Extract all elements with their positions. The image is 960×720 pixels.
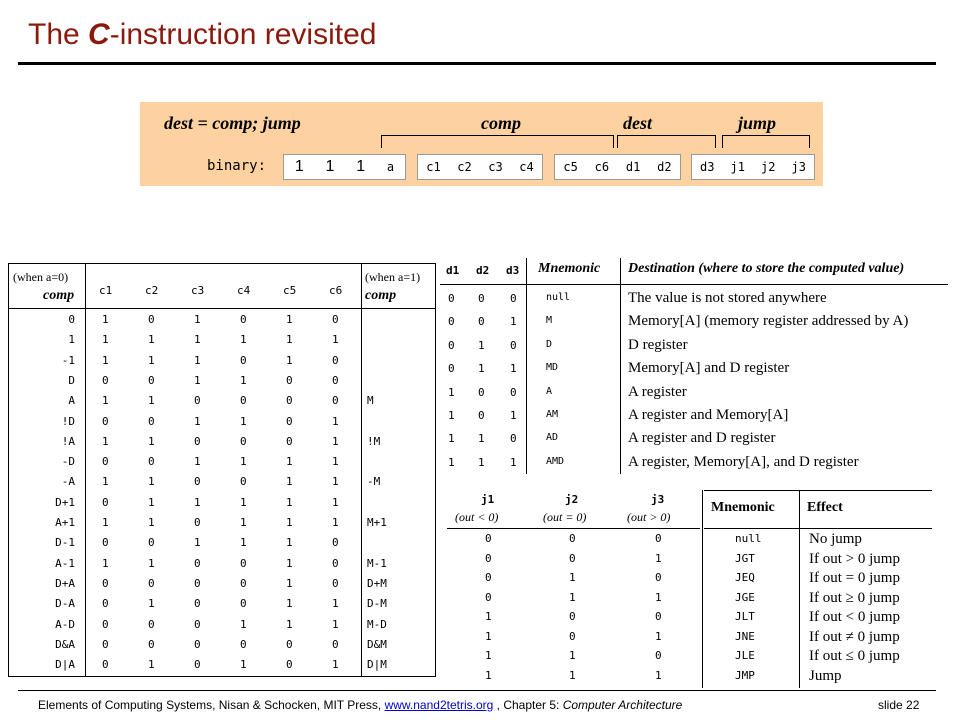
comp-bit-cell: 0 <box>332 394 339 408</box>
comp-bit-cell: 0 <box>102 455 109 469</box>
comp-a1-heading: comp <box>365 288 397 303</box>
comp-bit-cell: 0 <box>286 394 293 408</box>
comp-bit-cell: 0 <box>332 556 339 570</box>
jump-bit-cell: 1 <box>569 649 576 662</box>
comp-bit-cell: 1 <box>286 353 293 367</box>
comp-bit-cell: 0 <box>286 434 293 448</box>
comp-bit-cell: 1 <box>286 536 293 550</box>
comp-bit-cell: 0 <box>148 313 155 326</box>
jump-effect: If out < 0 jump <box>809 609 900 625</box>
comp-bit-cell: 0 <box>332 313 339 326</box>
dest-mnemonic: M <box>546 315 553 327</box>
dest-bit-cell: 0 <box>510 432 517 446</box>
dest-bit-cell: 1 <box>510 409 517 422</box>
comp-bit-cell: 1 <box>286 333 293 347</box>
dest-description: Memory[A] and D register <box>628 360 790 377</box>
comp-a0-mnemonic: D+A <box>55 576 75 590</box>
comp-field-label: comp <box>481 113 521 133</box>
comp-bit-cell: 1 <box>194 353 201 367</box>
comp-bit-cell: 0 <box>332 637 339 651</box>
comp-bit-cell: 1 <box>332 597 339 611</box>
dest-description: A register, Memory[A], and D register <box>628 453 859 470</box>
dest-mnemonic: AD <box>546 432 559 444</box>
comp-a1-mnemonic: M <box>367 394 374 408</box>
bits-group-2: c1 c2 c3 c4 <box>417 154 543 180</box>
comp-a1-mnemonic: -M <box>367 475 381 489</box>
dest-bit-cell: 0 <box>448 292 455 305</box>
jump-head-j2: j2 <box>565 493 579 506</box>
comp-bit-cell: 1 <box>332 495 339 509</box>
dest-mnemonic: AMD <box>546 455 565 467</box>
comp-a0-mnemonic: A+1 <box>55 516 75 529</box>
dest-bit-cell: 0 <box>478 292 485 305</box>
dest-bit-cell: 1 <box>478 455 485 469</box>
comp-bit-cell: 0 <box>240 353 247 367</box>
dest-bit-cell: 1 <box>478 338 485 352</box>
jump-effect: If out ≥ 0 jump <box>809 589 900 606</box>
dest-bit-cell: 1 <box>448 385 455 399</box>
comp-bit-cell: 0 <box>194 475 201 489</box>
comp-bracket <box>381 135 614 148</box>
dest-description: Memory[A] (memory register addressed by A) <box>628 313 909 330</box>
comp-bit-cell: 1 <box>102 333 109 347</box>
dest-head-mnemonic: Mnemonic <box>538 261 601 276</box>
comp-bit-cell: 1 <box>286 556 293 570</box>
jump-bit-cell: 0 <box>485 590 492 604</box>
comp-bit-cell: 1 <box>102 556 109 570</box>
comp-bit-cell: 1 <box>102 434 109 448</box>
comp-bit-cell: 1 <box>194 455 201 469</box>
comp-bit-cell: 0 <box>286 658 293 672</box>
comp-bit-cell: 1 <box>102 475 109 489</box>
comp-a1-mnemonic: M+1 <box>367 516 387 529</box>
dest-description: The value is not stored anywhere <box>628 290 827 306</box>
dest-mnemonic: A <box>546 385 553 397</box>
comp-bit-cell: 1 <box>148 475 155 489</box>
comp-bit-cell: 1 <box>240 536 247 550</box>
comp-bit-cell: 0 <box>332 353 339 367</box>
jump-bit-cell: 0 <box>655 610 662 623</box>
comp-bit-cell: 0 <box>194 434 201 448</box>
dest-bit-cell: 1 <box>510 455 517 469</box>
dest-bit-cell: 0 <box>478 315 485 329</box>
jump-bracket <box>722 135 810 148</box>
dest-mnemonic: D <box>546 338 553 350</box>
comp-bit-cell: 0 <box>148 576 155 590</box>
jump-bit-cell: 1 <box>655 629 662 643</box>
comp-bit-cell: 1 <box>148 434 155 448</box>
comp-a0-mnemonic: D-A <box>55 597 75 611</box>
comp-bit-cell: 1 <box>194 414 201 428</box>
comp-bit-cell: 1 <box>286 576 293 590</box>
bits-group-3: c5 c6 d1 d2 <box>554 154 681 180</box>
jump-effect: If out = 0 jump <box>809 570 900 586</box>
comp-bit-cell: 1 <box>332 617 339 631</box>
dest-head-d1: d1 <box>446 264 460 277</box>
jump-bit-cell: 1 <box>485 649 492 662</box>
comp-bit-cell: 1 <box>240 333 247 347</box>
dest-bit-cell: 1 <box>448 409 455 422</box>
comp-col-header: c5 <box>283 284 297 297</box>
comp-bit-cell: 0 <box>332 576 339 590</box>
dest-field-label: dest <box>623 113 652 133</box>
comp-bit-cell: 0 <box>148 637 155 651</box>
dest-bit-cell: 0 <box>448 338 455 352</box>
jump-mnemonic: JEQ <box>735 571 755 584</box>
bits-group-1: 1 1 1 a <box>283 154 406 180</box>
jump-bit-cell: 0 <box>569 610 576 623</box>
comp-a0-mnemonic: A-D <box>55 617 75 631</box>
comp-a0-note: (when a=0) <box>13 270 69 284</box>
comp-bit-cell: 0 <box>240 576 247 590</box>
dest-description: D register <box>628 336 688 353</box>
comp-bit-cell: 0 <box>240 637 247 651</box>
comp-bit-cell: 0 <box>148 536 155 550</box>
comp-a0-mnemonic: -1 <box>61 353 75 367</box>
comp-bit-cell: 0 <box>194 658 201 672</box>
dest-bit-cell: 0 <box>448 362 455 376</box>
comp-bit-cell: 1 <box>102 313 109 326</box>
comp-col-header: c2 <box>145 284 159 297</box>
jump-bit-cell: 0 <box>485 551 492 565</box>
dest-mnemonic: AM <box>546 409 559 420</box>
jump-bit-cell: 0 <box>569 532 576 545</box>
comp-a1-mnemonic: D|M <box>367 658 387 672</box>
comp-bit-cell: 0 <box>240 556 247 570</box>
comp-bit-cell: 0 <box>240 434 247 448</box>
jump-effect: No jump <box>809 531 862 547</box>
jump-bit-cell: 1 <box>485 629 492 643</box>
jump-bit-cell: 0 <box>655 532 662 545</box>
dest-head-d3: d3 <box>506 264 520 277</box>
dest-bit-cell: 1 <box>510 315 517 329</box>
comp-bit-cell: 0 <box>148 414 155 428</box>
jump-mnemonic: JLE <box>735 649 755 662</box>
jump-bit-cell: 1 <box>569 668 576 682</box>
comp-a0-heading: comp <box>43 288 75 303</box>
comp-bit-cell: 0 <box>240 313 247 326</box>
jump-mnemonic: JLT <box>735 610 755 623</box>
footer-rule <box>18 690 936 691</box>
comp-bit-cell: 1 <box>148 556 155 570</box>
comp-bit-cell: 0 <box>102 637 109 651</box>
jump-sub-j3: (out > 0) <box>627 510 671 524</box>
comp-bit-cell: 1 <box>286 617 293 631</box>
footer-citation: Elements of Computing Systems, Nisan & Schocken, MIT Press, www.nand2tetris.org , Chapter 5: Computer Architecture <box>38 698 683 712</box>
jump-head-j3: j3 <box>651 493 665 506</box>
comp-bit-cell: 1 <box>332 455 339 469</box>
jump-bit-cell: 1 <box>485 668 492 682</box>
jump-head-effect: Effect <box>807 500 843 515</box>
comp-a0-mnemonic: A-1 <box>55 556 75 570</box>
comp-bit-cell: 1 <box>332 516 339 529</box>
jump-mnemonic: JGE <box>735 590 755 604</box>
jump-effect: If out > 0 jump <box>809 550 900 567</box>
page-title: The C-instruction revisited <box>28 18 377 51</box>
jump-bit-cell: 1 <box>655 551 662 565</box>
binary-label: binary: <box>207 158 267 174</box>
comp-bit-cell: 0 <box>194 597 201 611</box>
comp-bit-cell: 1 <box>286 495 293 509</box>
comp-bit-cell: 1 <box>332 414 339 428</box>
comp-a0-mnemonic: 1 <box>68 333 75 347</box>
comp-bit-cell: 0 <box>102 536 109 550</box>
comp-a0-mnemonic: D+1 <box>55 495 75 509</box>
comp-bit-cell: 0 <box>102 495 109 509</box>
jump-bit-cell: 0 <box>485 532 492 545</box>
jump-bit-cell: 0 <box>569 629 576 643</box>
dest-bit-cell: 1 <box>478 362 485 376</box>
comp-a0-mnemonic: -D <box>61 455 75 469</box>
comp-bit-cell: 0 <box>102 658 109 672</box>
comp-bit-cell: 1 <box>148 597 155 611</box>
comp-bit-cell: 1 <box>240 455 247 469</box>
comp-col-header: c6 <box>329 284 343 297</box>
comp-bit-cell: 0 <box>102 576 109 590</box>
comp-bit-cell: 1 <box>194 373 201 387</box>
comp-a0-mnemonic: !D <box>61 414 75 428</box>
comp-bit-cell: 1 <box>286 597 293 611</box>
jump-bit-cell: 1 <box>655 590 662 604</box>
comp-bit-cell: 0 <box>102 597 109 611</box>
comp-a0-mnemonic: !A <box>61 434 75 448</box>
slide-number: slide 22 <box>878 698 920 712</box>
comp-bit-cell: 1 <box>240 617 247 631</box>
comp-bit-cell: 0 <box>102 373 109 387</box>
dest-description: A register and D register <box>628 430 776 447</box>
comp-a1-mnemonic: D-M <box>367 597 387 611</box>
comp-a1-mnemonic: M-1 <box>367 556 387 570</box>
jump-bit-cell: 0 <box>485 571 492 584</box>
comp-a1-mnemonic: D&M <box>367 637 387 651</box>
comp-bit-cell: 1 <box>240 414 247 428</box>
jump-sub-j2: (out = 0) <box>543 510 587 524</box>
title-letter: C <box>88 18 110 51</box>
comp-a0-mnemonic: D|A <box>55 658 75 672</box>
dest-mnemonic: null <box>546 292 571 303</box>
comp-bit-cell: 1 <box>286 313 293 326</box>
comp-bit-cell: 1 <box>332 434 339 448</box>
bits-group-4: d3 j1 j2 j3 <box>691 154 815 180</box>
comp-bit-cell: 1 <box>332 333 339 347</box>
comp-bit-cell: 0 <box>102 617 109 631</box>
jump-effect: If out ≠ 0 jump <box>809 628 900 645</box>
jump-bit-cell: 0 <box>655 571 662 584</box>
dest-bit-cell: 0 <box>510 292 517 305</box>
jump-bit-cell: 0 <box>655 649 662 662</box>
jump-sub-j1: (out < 0) <box>455 510 499 524</box>
comp-bit-cell: 0 <box>332 373 339 387</box>
comp-bit-cell: 1 <box>286 475 293 489</box>
comp-bit-cell: 0 <box>102 414 109 428</box>
comp-bit-cell: 1 <box>332 658 339 672</box>
comp-a1-mnemonic: M-D <box>367 617 387 631</box>
comp-a0-mnemonic: D-1 <box>55 536 75 550</box>
jump-effect: If out ≤ 0 jump <box>809 648 900 664</box>
comp-col-header: c4 <box>237 284 251 297</box>
comp-bit-cell: 0 <box>286 373 293 387</box>
comp-bit-cell: 0 <box>148 617 155 631</box>
jump-mnemonic: JMP <box>735 668 755 682</box>
comp-table <box>8 263 436 677</box>
comp-bit-cell: 0 <box>148 373 155 387</box>
comp-bit-cell: 1 <box>148 516 155 529</box>
title-rule <box>18 62 936 65</box>
comp-bit-cell: 0 <box>194 576 201 590</box>
comp-bit-cell: 0 <box>194 394 201 408</box>
comp-bit-cell: 1 <box>148 394 155 408</box>
comp-col-header: c3 <box>191 284 205 297</box>
comp-bit-cell: 1 <box>240 516 247 529</box>
jump-bit-cell: 1 <box>655 668 662 682</box>
jump-bit-cell: 1 <box>569 571 576 584</box>
jump-mnemonic: JGT <box>735 551 755 565</box>
jump-head-mnemonic: Mnemonic <box>711 500 775 515</box>
dest-bit-cell: 0 <box>510 338 517 352</box>
jump-head-j1: j1 <box>481 493 495 506</box>
dest-bit-cell: 0 <box>478 409 485 422</box>
comp-bit-cell: 1 <box>194 333 201 347</box>
comp-a0-mnemonic: A <box>68 394 75 408</box>
comp-bit-cell: 1 <box>148 333 155 347</box>
comp-a0-mnemonic: -A <box>61 475 75 489</box>
comp-bit-cell: 1 <box>240 658 247 672</box>
comp-a1-mnemonic: D+M <box>367 576 387 590</box>
comp-bit-cell: 0 <box>240 475 247 489</box>
comp-bit-cell: 1 <box>102 353 109 367</box>
jump-bit-cell: 1 <box>569 590 576 604</box>
jump-field-label: jump <box>738 113 777 133</box>
dest-bit-cell: 1 <box>448 455 455 469</box>
comp-a0-mnemonic: D <box>68 373 75 387</box>
comp-bit-cell: 1 <box>332 475 339 489</box>
dest-bit-cell: 0 <box>478 385 485 399</box>
comp-bit-cell: 1 <box>194 536 201 550</box>
jump-table <box>447 490 933 688</box>
comp-bit-cell: 1 <box>102 394 109 408</box>
comp-bit-cell: 1 <box>286 455 293 469</box>
comp-bit-cell: 1 <box>286 516 293 529</box>
comp-bit-cell: 1 <box>148 353 155 367</box>
dest-bracket <box>617 135 716 148</box>
jump-mnemonic: JNE <box>735 629 755 643</box>
jump-effect: Jump <box>809 667 842 684</box>
comp-bit-cell: 1 <box>240 373 247 387</box>
comp-bit-cell: 0 <box>148 455 155 469</box>
comp-bit-cell: 1 <box>194 313 201 326</box>
comp-bit-cell: 1 <box>102 516 109 529</box>
jump-bit-cell: 0 <box>569 551 576 565</box>
jump-bit-cell: 1 <box>485 610 492 623</box>
dest-bit-cell: 1 <box>478 432 485 446</box>
comp-a1-mnemonic: !M <box>367 434 381 448</box>
comp-bit-cell: 0 <box>194 617 201 631</box>
comp-bit-cell: 1 <box>194 495 201 509</box>
comp-bit-cell: 0 <box>194 516 201 529</box>
comp-bit-cell: 0 <box>286 414 293 428</box>
comp-bit-cell: 0 <box>194 637 201 651</box>
comp-bit-cell: 0 <box>240 597 247 611</box>
comp-bit-cell: 1 <box>148 658 155 672</box>
jump-mnemonic: null <box>735 532 762 545</box>
comp-bit-cell: 1 <box>148 495 155 509</box>
dest-bit-cell: 0 <box>510 385 517 399</box>
syntax-label: dest = comp; jump <box>164 113 301 133</box>
dest-mnemonic: MD <box>546 362 559 374</box>
dest-bit-cell: 0 <box>448 315 455 329</box>
comp-bit-cell: 0 <box>332 536 339 550</box>
dest-description: A register and Memory[A] <box>628 407 789 423</box>
comp-bit-cell: 0 <box>286 637 293 651</box>
comp-a1-note: (when a=1) <box>365 270 421 284</box>
dest-head-d2: d2 <box>476 264 490 277</box>
comp-a0-mnemonic: D&A <box>55 637 75 651</box>
dest-bit-cell: 1 <box>510 362 517 376</box>
comp-bit-cell: 1 <box>240 495 247 509</box>
comp-bit-cell: 0 <box>194 556 201 570</box>
comp-bit-cell: 0 <box>240 394 247 408</box>
dest-head-destination: Destination (where to store the computed value) <box>628 261 905 276</box>
comp-a0-mnemonic: 0 <box>68 313 75 326</box>
footer-link[interactable]: www.nand2tetris.org <box>384 698 494 712</box>
dest-description: A register <box>628 383 687 400</box>
dest-bit-cell: 1 <box>448 432 455 446</box>
comp-col-header: c1 <box>99 284 113 297</box>
